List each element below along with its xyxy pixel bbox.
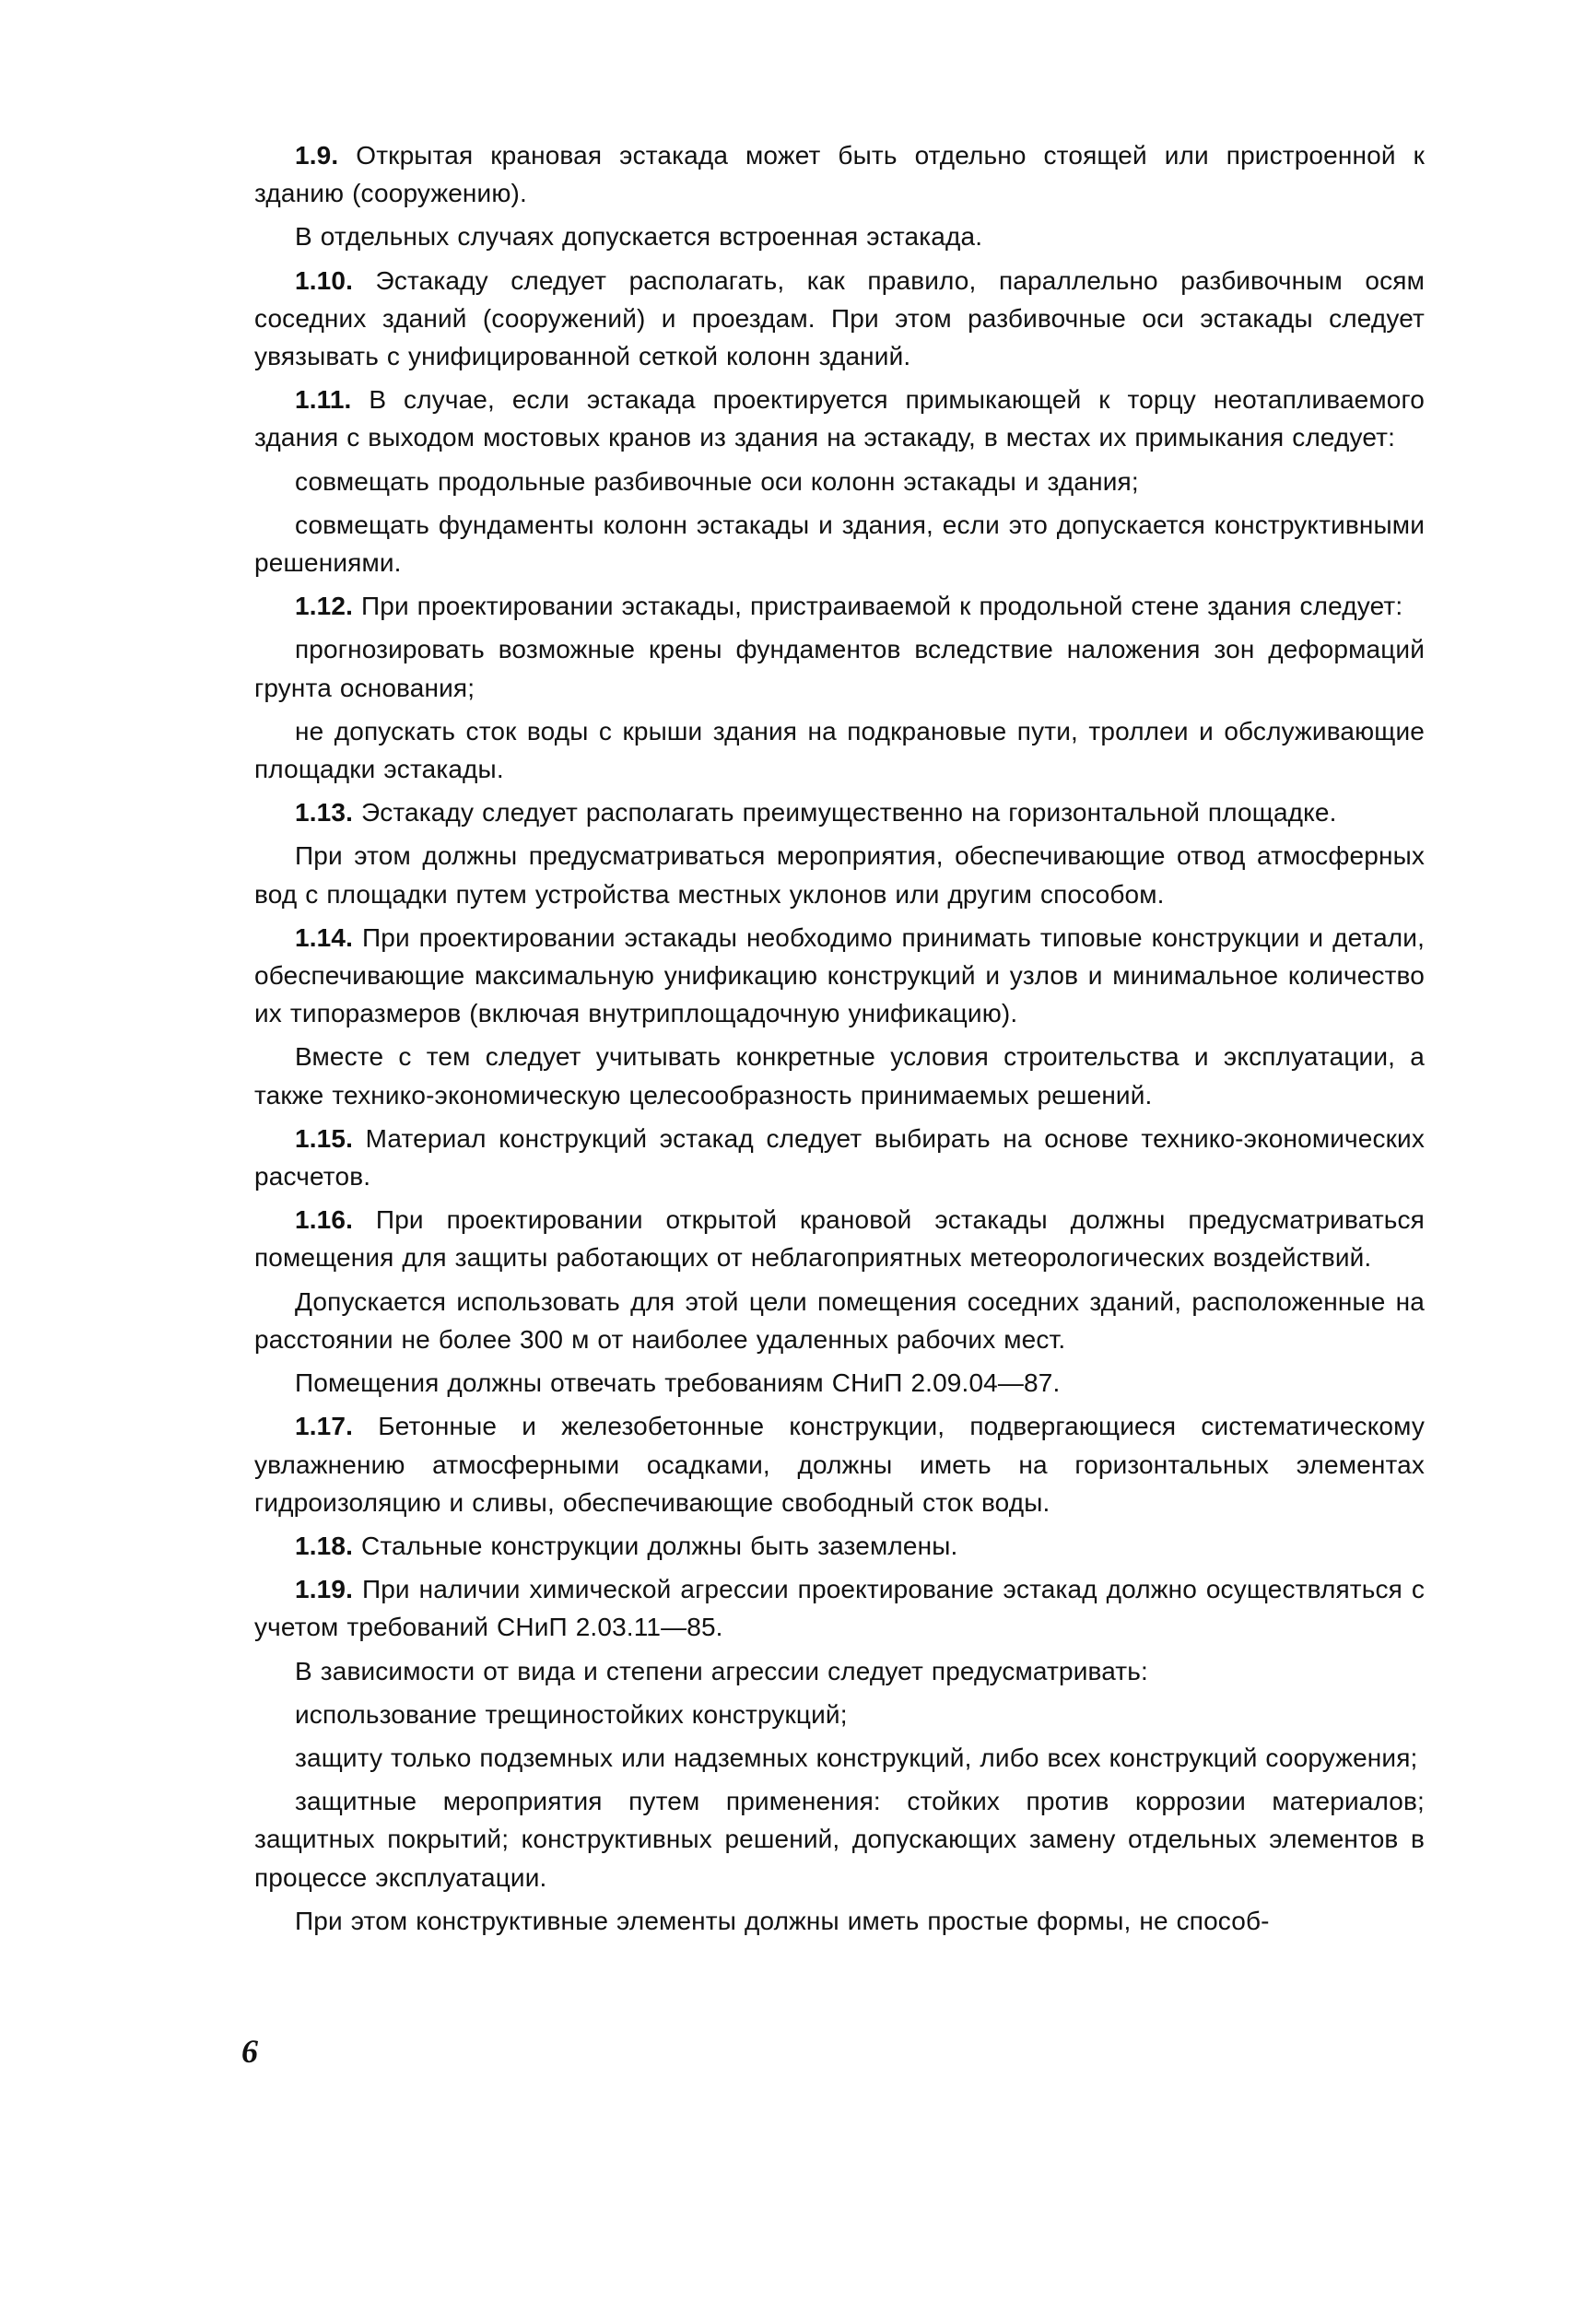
paragraph (254, 630, 1425, 706)
paragraph (254, 1739, 1425, 1777)
paragraph (254, 1364, 1425, 1402)
paragraph-text: совмещать продольные разбивочные оси колонн эстакады и здания; (295, 466, 1139, 496)
paragraph (254, 793, 1425, 831)
paragraph (254, 1283, 1425, 1358)
clause-number: 1.18. (295, 1531, 354, 1560)
paragraph-text: При проектировании открытой крановой эстакады должны предусматриваться помещения для защиты работающих от неблагоприятных метеорологических воздействий. (254, 1205, 1425, 1273)
paragraph (254, 1696, 1425, 1733)
paragraph-text: При проектировании эстакады необходимо принимать типовые конструкции и детали, обеспечивающие максимальную унификацию конструкций и узлов и минимальное количество их типоразмеров (включая внутриплощадочную унификацию). (254, 922, 1425, 1028)
paragraph (254, 1527, 1425, 1565)
paragraph-text: защитные мероприятия путем применения: стойких против коррозии материалов; защитных покрытий; конструктивных решений, допускающих замену отдельных элементов в процессе эксплуатации. (254, 1787, 1425, 1892)
paragraph-text: При наличии химической агрессии проектирование эстакад должно осуществляться с учетом требований СНиП 2.03.11—85. (254, 1575, 1425, 1642)
paragraph (254, 136, 1425, 212)
paragraph (254, 1652, 1425, 1690)
paragraph-text: Стальные конструкции должны быть заземлены. (360, 1531, 958, 1560)
paragraph (254, 837, 1425, 912)
paragraph (254, 1038, 1425, 1113)
paragraph-text: Открытая крановая эстакада может быть отдельно стоящей или пристроенной к зданию (сооружению). (254, 141, 1425, 208)
paragraph (254, 1782, 1425, 1896)
clause-number: 1.13. (295, 798, 354, 828)
paragraph (254, 919, 1425, 1033)
paragraph-text: прогнозировать возможные крены фундаментов вследствие наложения зон деформаций грунта основания; (254, 635, 1425, 702)
paragraph-text: Допускается использовать для этой цели помещения соседних зданий, расположенные на расстоянии не более 300 м от наиболее удаленных рабочих мест. (254, 1286, 1425, 1354)
paragraph-text: Эстакаду следует располагать, как правило, параллельно разбивочным осям соседних зданий (сооружений) и проездам. При этом разбивочные оси эстакады следует увязывать с унифицированной сеткой колонн зданий. (254, 265, 1425, 371)
clause-number: 1.19. (295, 1575, 354, 1604)
paragraph (254, 1570, 1425, 1646)
clause-number: 1.10. (295, 265, 354, 295)
paragraph (254, 1201, 1425, 1276)
clause-number: 1.16. (295, 1205, 354, 1235)
paragraph-text: совмещать фундаменты колонн эстакады и здания, если это допускается конструктивными решениями. (254, 510, 1425, 578)
paragraph (254, 587, 1425, 625)
paragraph-text: В случае, если эстакада проектируется примыкающей к торцу неотапливаемого здания с выходом мостовых кранов из здания на эстакаду, в местах их примыкания следует: (254, 385, 1425, 452)
paragraph (254, 381, 1425, 456)
paragraph (254, 262, 1425, 376)
paragraph (254, 506, 1425, 581)
paragraph (254, 712, 1425, 788)
page-number: 6 (241, 2033, 258, 2070)
paragraph-text: Вместе с тем следует учитывать конкретные условия строительства и эксплуатации, а также технико-экономическую целесообразность принимаемых решений. (254, 1042, 1425, 1109)
paragraph-text: В зависимости от вида и степени агрессии следует предусматривать: (295, 1656, 1148, 1685)
clause-number: 1.15. (295, 1123, 354, 1153)
paragraph-text: Помещения должны отвечать требованиям СНиП 2.09.04—87. (295, 1368, 1061, 1398)
clause-number: 1.11. (295, 385, 352, 415)
clause-number: 1.17. (295, 1412, 354, 1441)
paragraph (254, 217, 1425, 255)
paragraph-text: Бетонные и железобетонные конструкции, подвергающиеся систематическому увлажнению атмосферными осадками, должны иметь на горизонтальных элементах гидроизоляцию и сливы, обеспечивающие свободный сток воды. (254, 1412, 1425, 1517)
paragraph-text: При этом должны предусматриваться мероприятия, обеспечивающие отвод атмосферных вод с площадки путем устройства местных уклонов или другим способом. (254, 841, 1425, 909)
clause-number: 1.9. (295, 141, 339, 170)
paragraph-text: При проектировании эстакады, пристраиваемой к продольной стене здания следует: (360, 592, 1403, 621)
paragraph-text: Материал конструкций эстакад следует выбирать на основе технико-экономических расчетов. (254, 1123, 1426, 1192)
paragraph-text: Эстакаду следует располагать преимущественно на горизонтальной площадке. (360, 798, 1337, 828)
paragraph-text: В отдельных случаях допускается встроенная эстакада. (295, 222, 983, 252)
body-text (254, 136, 1425, 1945)
paragraph (254, 463, 1425, 500)
paragraph (254, 1407, 1425, 1521)
paragraph (254, 1120, 1425, 1195)
paragraph-text: не допускать сток воды с крыши здания на подкрановые пути, троллеи и обслуживающие площадки эстакады. (254, 716, 1425, 784)
paragraph (254, 1902, 1425, 1940)
paragraph-text: использование трещиностойких конструкций; (295, 1699, 848, 1729)
paragraph-text: защиту только подземных или надземных конструкций, либо всех конструкций сооружения; (295, 1743, 1418, 1772)
clause-number: 1.14. (295, 922, 354, 952)
paragraph-text: При этом конструктивные элементы должны иметь простые формы, не способ- (295, 1906, 1270, 1935)
clause-number: 1.12. (295, 592, 354, 621)
